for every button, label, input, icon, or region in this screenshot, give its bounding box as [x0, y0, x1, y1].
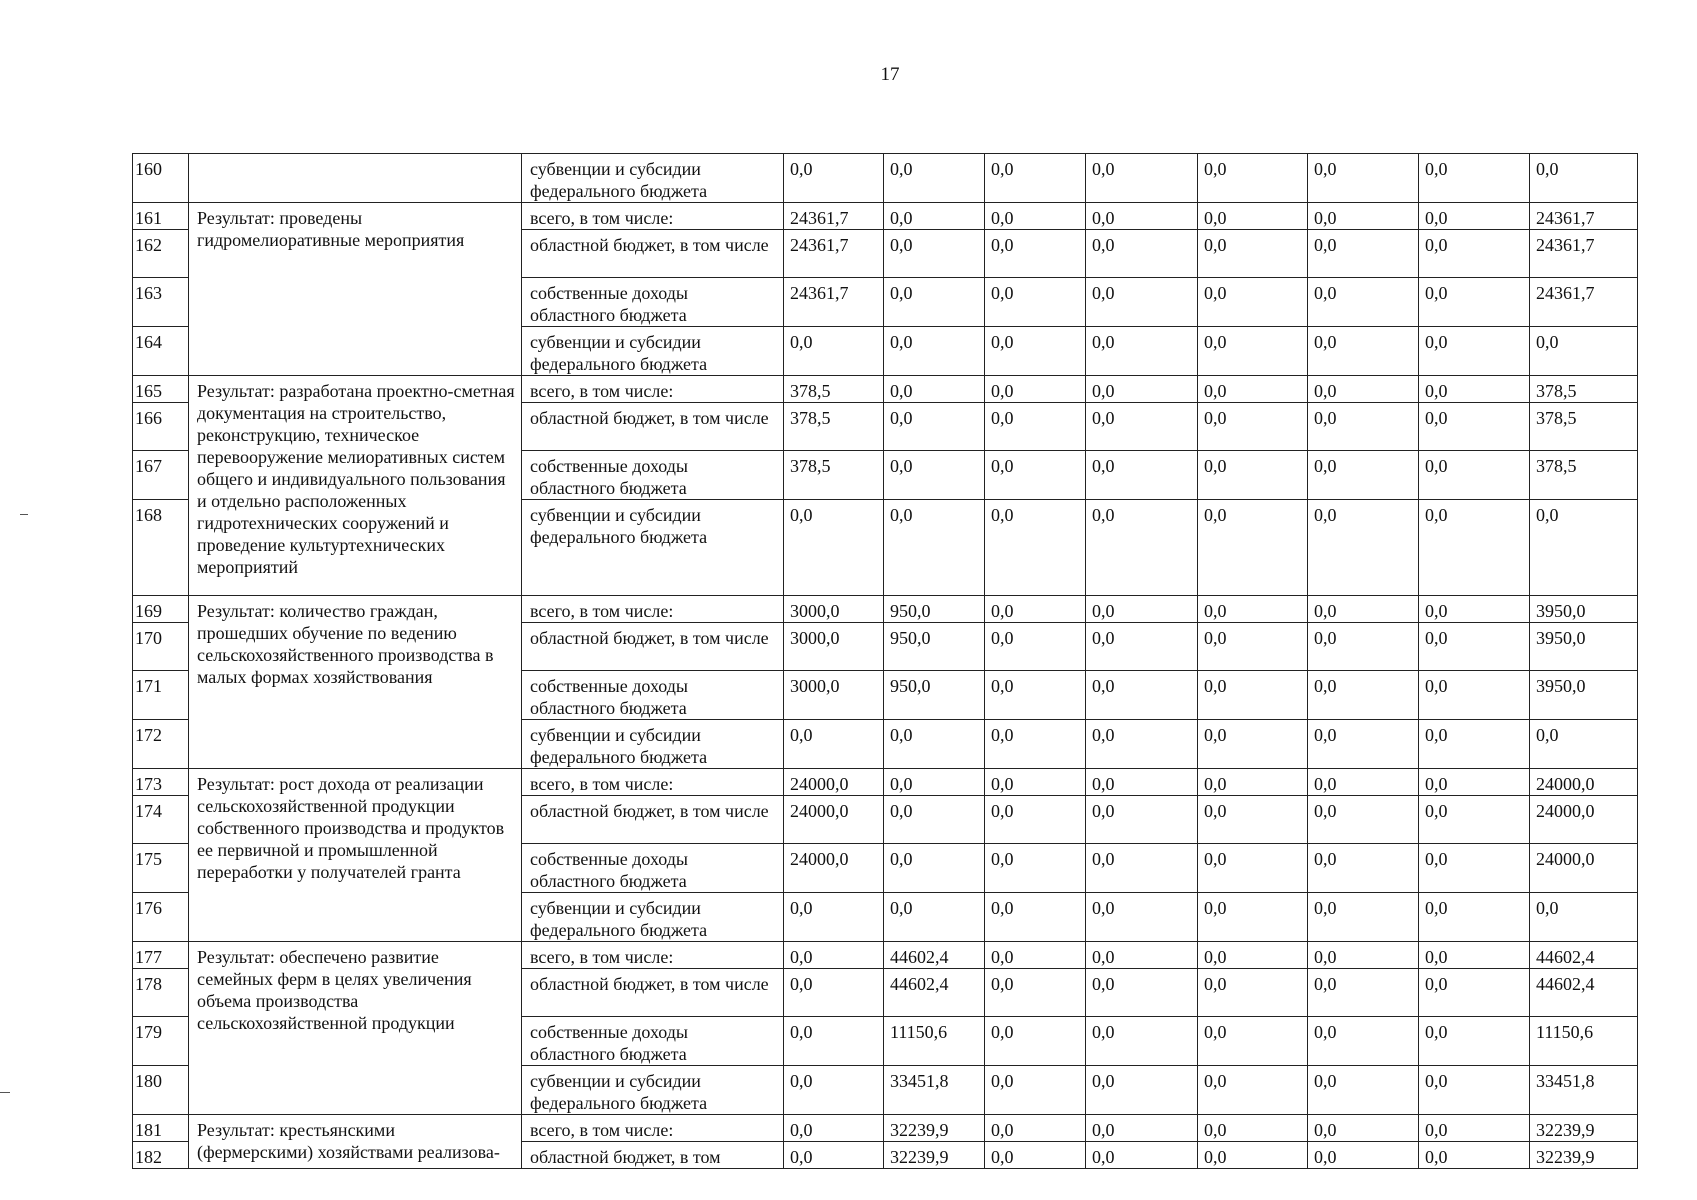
margin-tick	[20, 514, 28, 515]
year-value: 0,0	[1308, 844, 1419, 893]
table-row	[133, 203, 1638, 230]
year-value: 32239,9	[884, 1142, 985, 1169]
row-number: 167	[133, 451, 189, 500]
year-value: 11150,6	[884, 1017, 985, 1066]
year-value: 0,0	[1086, 769, 1198, 796]
year-value: 0,0	[1086, 203, 1198, 230]
total-value: 24000,0	[1530, 844, 1638, 893]
table-row	[133, 942, 1638, 969]
year-value: 0,0	[1308, 203, 1419, 230]
total-value: 24361,7	[1530, 230, 1638, 278]
year-value: 0,0	[884, 154, 985, 203]
row-number: 180	[133, 1066, 189, 1115]
year-value: 0,0	[985, 769, 1086, 796]
year-value: 0,0	[1198, 500, 1308, 596]
year-value: 0,0	[1198, 1142, 1308, 1169]
year-value: 0,0	[884, 230, 985, 278]
row-number: 182	[133, 1142, 189, 1169]
year-value: 0,0	[1198, 230, 1308, 278]
year-value: 0,0	[1419, 500, 1530, 596]
result-description: Результат: крестьянскими (фермерскими) хозяйствами реализова-	[189, 1115, 522, 1169]
year-value: 0,0	[1198, 796, 1308, 844]
year-value: 0,0	[884, 893, 985, 942]
year-value: 0,0	[985, 671, 1086, 720]
row-number: 161	[133, 203, 189, 230]
result-description: Результат: разработана проектно-сметная документация на строительство, реконструкцию, техническое перевооружение мелиоративных систем общего и индивидуального пользования и отдельно расположенных гидротехнических сооружений и проведение культуртехнических мероприятий	[189, 376, 522, 596]
year-value: 0,0	[1198, 844, 1308, 893]
funding-source: областной бюджет, в том числе	[522, 623, 784, 671]
year-value: 0,0	[1419, 893, 1530, 942]
year-value: 0,0	[784, 893, 884, 942]
year-value: 0,0	[884, 720, 985, 769]
total-value: 44602,4	[1530, 969, 1638, 1017]
year-value: 0,0	[1308, 671, 1419, 720]
funding-source: субвенции и субсидии федерального бюджета	[522, 500, 784, 596]
funding-source: областной бюджет, в том	[522, 1142, 784, 1169]
total-value: 378,5	[1530, 376, 1638, 403]
year-value: 950,0	[884, 596, 985, 623]
result-description: Результат: количество граждан, прошедших обучение по ведению сельскохозяйственного производства в малых формах хозяйствования	[189, 596, 522, 769]
year-value: 0,0	[1198, 1066, 1308, 1115]
year-value: 24000,0	[784, 844, 884, 893]
margin-tick	[0, 1092, 10, 1093]
year-value: 0,0	[985, 596, 1086, 623]
year-value: 0,0	[1419, 451, 1530, 500]
year-value: 0,0	[1198, 720, 1308, 769]
year-value: 0,0	[884, 500, 985, 596]
total-value: 3950,0	[1530, 596, 1638, 623]
year-value: 0,0	[1198, 1017, 1308, 1066]
year-value: 0,0	[1419, 1017, 1530, 1066]
year-value: 24000,0	[784, 769, 884, 796]
year-value: 0,0	[1308, 596, 1419, 623]
year-value: 3000,0	[784, 596, 884, 623]
year-value: 0,0	[1086, 500, 1198, 596]
year-value: 0,0	[1198, 376, 1308, 403]
year-value: 0,0	[1419, 796, 1530, 844]
year-value: 0,0	[884, 844, 985, 893]
funding-source: областной бюджет, в том числе	[522, 403, 784, 451]
year-value: 0,0	[1419, 769, 1530, 796]
year-value: 0,0	[784, 1066, 884, 1115]
year-value: 0,0	[884, 278, 985, 327]
funding-source: областной бюджет, в том числе	[522, 230, 784, 278]
year-value: 0,0	[884, 376, 985, 403]
year-value: 0,0	[985, 154, 1086, 203]
year-value: 0,0	[985, 500, 1086, 596]
table-row	[133, 769, 1638, 796]
year-value: 0,0	[985, 403, 1086, 451]
funding-source: областной бюджет, в том числе	[522, 969, 784, 1017]
funding-source: собственные доходы областного бюджета	[522, 671, 784, 720]
year-value: 0,0	[1086, 451, 1198, 500]
funding-source: субвенции и субсидии федерального бюджета	[522, 720, 784, 769]
row-number: 169	[133, 596, 189, 623]
year-value: 0,0	[784, 942, 884, 969]
year-value: 0,0	[1308, 1066, 1419, 1115]
year-value: 0,0	[1308, 451, 1419, 500]
year-value: 378,5	[784, 376, 884, 403]
year-value: 0,0	[1086, 230, 1198, 278]
year-value: 0,0	[1086, 1142, 1198, 1169]
year-value: 0,0	[784, 1017, 884, 1066]
budget-table	[132, 153, 1638, 1169]
year-value: 0,0	[1308, 154, 1419, 203]
year-value: 0,0	[884, 769, 985, 796]
total-value: 0,0	[1530, 154, 1638, 203]
row-number: 176	[133, 893, 189, 942]
result-description: Результат: проведены гидромелиоративные мероприятия	[189, 203, 522, 376]
year-value: 0,0	[1308, 403, 1419, 451]
funding-source: собственные доходы областного бюджета	[522, 844, 784, 893]
table-row	[133, 596, 1638, 623]
total-value: 24361,7	[1530, 278, 1638, 327]
year-value: 0,0	[1086, 942, 1198, 969]
year-value: 0,0	[1198, 403, 1308, 451]
year-value: 0,0	[1308, 769, 1419, 796]
funding-source: всего, в том числе:	[522, 1115, 784, 1142]
total-value: 378,5	[1530, 451, 1638, 500]
year-value: 0,0	[1198, 893, 1308, 942]
year-value: 0,0	[884, 327, 985, 376]
year-value: 0,0	[1198, 1115, 1308, 1142]
year-value: 0,0	[1308, 278, 1419, 327]
total-value: 44602,4	[1530, 942, 1638, 969]
year-value: 0,0	[784, 1115, 884, 1142]
year-value: 0,0	[1419, 203, 1530, 230]
funding-source: собственные доходы областного бюджета	[522, 278, 784, 327]
year-value: 0,0	[1198, 942, 1308, 969]
year-value: 0,0	[1419, 720, 1530, 769]
year-value: 0,0	[884, 203, 985, 230]
year-value: 0,0	[784, 720, 884, 769]
year-value: 0,0	[1308, 893, 1419, 942]
year-value: 0,0	[1198, 969, 1308, 1017]
year-value: 24361,7	[784, 278, 884, 327]
year-value: 0,0	[1308, 1115, 1419, 1142]
year-value: 0,0	[784, 1142, 884, 1169]
total-value: 24361,7	[1530, 203, 1638, 230]
total-value: 3950,0	[1530, 623, 1638, 671]
year-value: 0,0	[1308, 720, 1419, 769]
year-value: 0,0	[1419, 327, 1530, 376]
year-value: 0,0	[1419, 1115, 1530, 1142]
funding-source: субвенции и субсидии федерального бюджета	[522, 327, 784, 376]
year-value: 0,0	[985, 451, 1086, 500]
year-value: 0,0	[985, 1142, 1086, 1169]
year-value: 44602,4	[884, 969, 985, 1017]
row-number: 173	[133, 769, 189, 796]
row-number: 177	[133, 942, 189, 969]
year-value: 0,0	[985, 796, 1086, 844]
year-value: 0,0	[985, 623, 1086, 671]
row-number: 171	[133, 671, 189, 720]
year-value: 0,0	[1308, 1142, 1419, 1169]
total-value: 24000,0	[1530, 769, 1638, 796]
year-value: 0,0	[985, 1017, 1086, 1066]
year-value: 0,0	[1086, 154, 1198, 203]
year-value: 0,0	[985, 230, 1086, 278]
funding-source: субвенции и субсидии федерального бюджета	[522, 893, 784, 942]
table-row	[133, 154, 1638, 203]
year-value: 0,0	[1419, 1066, 1530, 1115]
funding-source: областной бюджет, в том числе	[522, 796, 784, 844]
total-value: 0,0	[1530, 720, 1638, 769]
year-value: 0,0	[884, 796, 985, 844]
year-value: 950,0	[884, 623, 985, 671]
year-value: 0,0	[1198, 154, 1308, 203]
row-number: 174	[133, 796, 189, 844]
row-number: 163	[133, 278, 189, 327]
year-value: 0,0	[784, 154, 884, 203]
year-value: 0,0	[1308, 376, 1419, 403]
total-value: 0,0	[1530, 500, 1638, 596]
year-value: 0,0	[1308, 230, 1419, 278]
year-value: 24361,7	[784, 230, 884, 278]
result-description: Результат: обеспечено развитие семейных ферм в целях увеличения объема производства сельскохозяйственной продукции	[189, 942, 522, 1115]
year-value: 32239,9	[884, 1115, 985, 1142]
year-value: 0,0	[1419, 942, 1530, 969]
year-value: 0,0	[1086, 720, 1198, 769]
funding-source: субвенции и субсидии федерального бюджета	[522, 154, 784, 203]
year-value: 0,0	[985, 942, 1086, 969]
year-value: 3000,0	[784, 671, 884, 720]
funding-source: субвенции и субсидии федерального бюджета	[522, 1066, 784, 1115]
funding-source: всего, в том числе:	[522, 942, 784, 969]
year-value: 0,0	[1308, 969, 1419, 1017]
year-value: 0,0	[1198, 203, 1308, 230]
funding-source: всего, в том числе:	[522, 769, 784, 796]
year-value: 0,0	[1419, 403, 1530, 451]
year-value: 0,0	[784, 969, 884, 1017]
year-value: 0,0	[1308, 327, 1419, 376]
total-value: 378,5	[1530, 403, 1638, 451]
year-value: 24000,0	[784, 796, 884, 844]
year-value: 0,0	[1308, 1017, 1419, 1066]
year-value: 0,0	[985, 969, 1086, 1017]
year-value: 0,0	[1086, 327, 1198, 376]
total-value: 0,0	[1530, 327, 1638, 376]
year-value: 0,0	[1419, 278, 1530, 327]
year-value: 0,0	[1086, 969, 1198, 1017]
table-row	[133, 1115, 1638, 1142]
row-number: 179	[133, 1017, 189, 1066]
year-value: 0,0	[1086, 376, 1198, 403]
row-number: 175	[133, 844, 189, 893]
table-row	[133, 376, 1638, 403]
row-number: 170	[133, 623, 189, 671]
year-value: 0,0	[985, 327, 1086, 376]
year-value: 0,0	[985, 1066, 1086, 1115]
funding-source: собственные доходы областного бюджета	[522, 1017, 784, 1066]
year-value: 0,0	[1308, 796, 1419, 844]
year-value: 0,0	[1086, 671, 1198, 720]
year-value: 0,0	[1419, 671, 1530, 720]
year-value: 3000,0	[784, 623, 884, 671]
row-number: 164	[133, 327, 189, 376]
result-description	[189, 154, 522, 203]
year-value: 0,0	[985, 376, 1086, 403]
funding-source: собственные доходы областного бюджета	[522, 451, 784, 500]
year-value: 0,0	[985, 203, 1086, 230]
year-value: 0,0	[1086, 1066, 1198, 1115]
year-value: 44602,4	[884, 942, 985, 969]
year-value: 0,0	[1086, 596, 1198, 623]
year-value: 0,0	[985, 893, 1086, 942]
row-number: 165	[133, 376, 189, 403]
year-value: 0,0	[1198, 327, 1308, 376]
row-number: 172	[133, 720, 189, 769]
total-value: 32239,9	[1530, 1142, 1638, 1169]
total-value: 33451,8	[1530, 1066, 1638, 1115]
year-value: 24361,7	[784, 203, 884, 230]
year-value: 0,0	[1419, 844, 1530, 893]
row-number: 166	[133, 403, 189, 451]
year-value: 33451,8	[884, 1066, 985, 1115]
year-value: 0,0	[1198, 769, 1308, 796]
year-value: 0,0	[1086, 403, 1198, 451]
row-number: 181	[133, 1115, 189, 1142]
year-value: 0,0	[1086, 796, 1198, 844]
year-value: 0,0	[985, 844, 1086, 893]
total-value: 0,0	[1530, 893, 1638, 942]
year-value: 950,0	[884, 671, 985, 720]
year-value: 0,0	[1086, 1017, 1198, 1066]
total-value: 24000,0	[1530, 796, 1638, 844]
funding-source: всего, в том числе:	[522, 376, 784, 403]
year-value: 0,0	[1308, 500, 1419, 596]
year-value: 0,0	[985, 278, 1086, 327]
year-value: 378,5	[784, 451, 884, 500]
year-value: 0,0	[1086, 1115, 1198, 1142]
row-number: 178	[133, 969, 189, 1017]
year-value: 0,0	[1419, 154, 1530, 203]
year-value: 0,0	[1198, 278, 1308, 327]
year-value: 0,0	[1086, 278, 1198, 327]
year-value: 0,0	[1419, 623, 1530, 671]
year-value: 0,0	[1198, 451, 1308, 500]
year-value: 0,0	[1198, 623, 1308, 671]
result-description: Результат: рост дохода от реализации сельскохозяйственной продукции собственного производства и продуктов ее первичной и промышленной переработки у получателей гранта	[189, 769, 522, 942]
year-value: 0,0	[1308, 623, 1419, 671]
year-value: 0,0	[1308, 942, 1419, 969]
year-value: 0,0	[1198, 671, 1308, 720]
year-value: 0,0	[1086, 893, 1198, 942]
row-number: 168	[133, 500, 189, 596]
year-value: 0,0	[1419, 376, 1530, 403]
total-value: 32239,9	[1530, 1115, 1638, 1142]
funding-source: всего, в том числе:	[522, 203, 784, 230]
year-value: 0,0	[784, 327, 884, 376]
year-value: 0,0	[1419, 230, 1530, 278]
total-value: 3950,0	[1530, 671, 1638, 720]
year-value: 378,5	[784, 403, 884, 451]
year-value: 0,0	[884, 403, 985, 451]
year-value: 0,0	[1086, 844, 1198, 893]
year-value: 0,0	[784, 500, 884, 596]
total-value: 11150,6	[1530, 1017, 1638, 1066]
year-value: 0,0	[985, 1115, 1086, 1142]
row-number: 162	[133, 230, 189, 278]
year-value: 0,0	[1198, 596, 1308, 623]
year-value: 0,0	[1419, 1142, 1530, 1169]
year-value: 0,0	[985, 720, 1086, 769]
page-number: 17	[880, 64, 900, 85]
year-value: 0,0	[1419, 969, 1530, 1017]
year-value: 0,0	[884, 451, 985, 500]
year-value: 0,0	[1086, 623, 1198, 671]
funding-source: всего, в том числе:	[522, 596, 784, 623]
row-number: 160	[133, 154, 189, 203]
year-value: 0,0	[1419, 596, 1530, 623]
